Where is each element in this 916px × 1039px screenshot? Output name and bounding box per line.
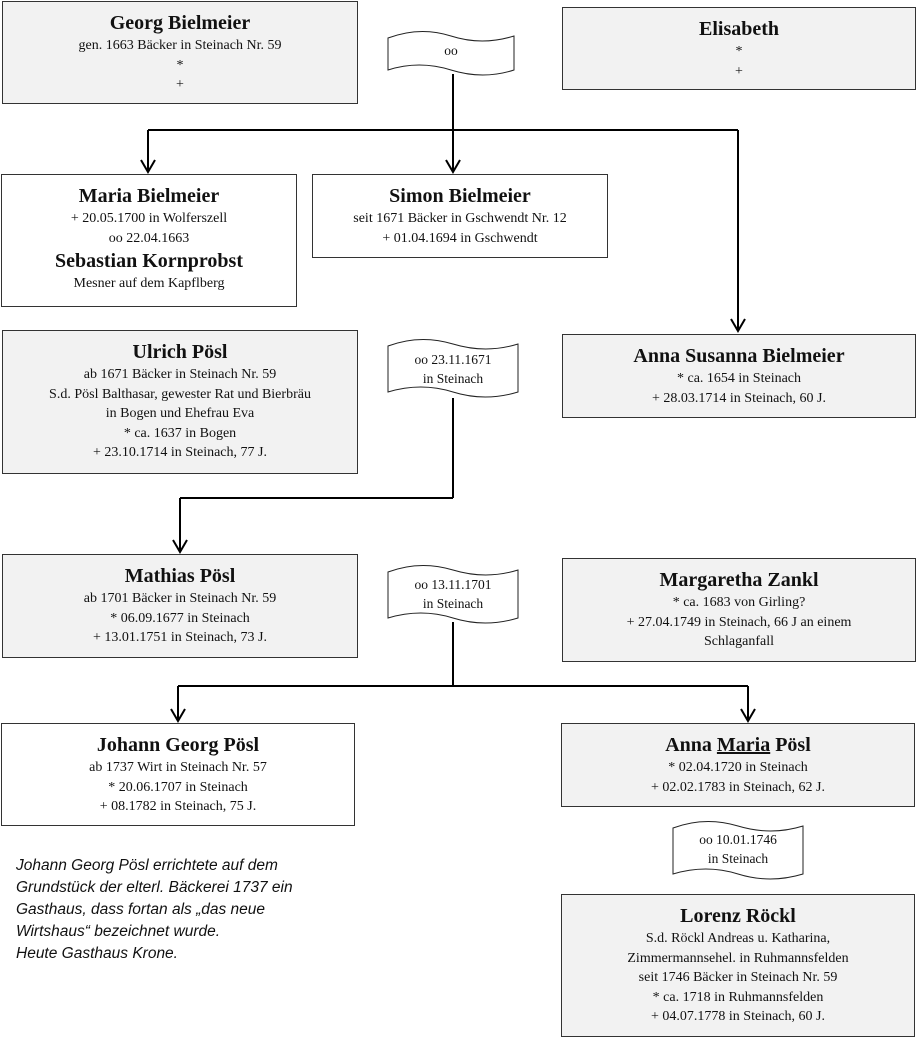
note-line: Gasthaus, dass fortan als „das neue (16, 901, 266, 918)
person-name: Margaretha Zankl (659, 569, 819, 591)
person-detail: ab 1701 Bäcker in Steinach Nr. 59 (83, 591, 277, 606)
person-name: Maria Bielmeier (78, 185, 220, 207)
person-simon-bielmeier (312, 174, 608, 258)
person-margaretha-zankl (562, 558, 916, 662)
person-name: Simon Bielmeier (389, 185, 531, 207)
note-line: Grundstück der elterl. Bäckerei 1737 ein (16, 879, 293, 896)
person-detail: seit 1746 Bäcker in Steinach Nr. 59 (638, 970, 838, 985)
marriage-2-place: in Steinach (422, 371, 484, 386)
person-birth: * ca. 1654 in Steinach (676, 371, 802, 386)
name-first: Anna (665, 734, 712, 756)
person-detail: in Bogen und Ehefrau Eva (105, 406, 255, 421)
person-detail: seit 1671 Bäcker in Gschwendt Nr. 12 (353, 211, 567, 226)
person-name: Anna Susanna Bielmeier (633, 345, 845, 367)
note-line: Johann Georg Pösl errichtete auf dem (16, 857, 278, 874)
marriage-label-1 (388, 41, 514, 60)
person-name: Georg Bielmeier (109, 12, 251, 34)
person-anna-maria-poesl (561, 723, 915, 807)
person-death: + 23.10.1714 in Steinach, 77 J. (93, 445, 267, 460)
person-maria-bielmeier (1, 174, 297, 307)
spouse-name: Sebastian Kornprobst (54, 250, 243, 272)
person-birth: * ca. 1637 in Bogen (123, 425, 237, 441)
note-line: Wirtshaus“ bezeichnet wurde. (16, 923, 221, 940)
person-birth: * (176, 57, 184, 73)
history-note (16, 855, 346, 965)
marriage-label-4 (673, 830, 803, 868)
person-detail: S.d. Röckl Andreas u. Katharina, (645, 931, 831, 946)
person-name: Johann Georg Pösl (96, 734, 260, 756)
person-name: Mathias Pösl (124, 565, 236, 587)
person-birth: * 20.06.1707 in Steinach (108, 779, 248, 795)
person-birth: * 02.04.1720 in Steinach (668, 760, 808, 775)
name-middle-underlined: Maria (716, 734, 771, 756)
person-death: + 01.04.1694 in Gschwendt (382, 230, 538, 246)
person-detail: gen. 1663 Bäcker in Steinach Nr. 59 (78, 38, 282, 53)
person-detail: ab 1737 Wirt in Steinach Nr. 57 (89, 760, 267, 775)
name-last: Pösl (775, 734, 811, 756)
person-death: + 28.03.1714 in Steinach, 60 J. (652, 390, 826, 406)
person-birth: * (735, 44, 743, 59)
person-detail: ab 1671 Bäcker in Steinach Nr. 59 (83, 367, 277, 382)
person-marriage: oo 22.04.1663 (108, 230, 190, 246)
person-name (562, 732, 914, 758)
person-name: Ulrich Pösl (132, 341, 228, 363)
person-anna-susanna-bielmeier (562, 334, 916, 418)
person-georg-bielmeier (2, 1, 358, 104)
person-name: Lorenz Röckl (680, 905, 796, 927)
person-detail: S.d. Pösl Balthasar, gewester Rat und Bierbräu (49, 386, 311, 402)
person-death: + 20.05.1700 in Wolferszell (70, 211, 228, 226)
marriage-label-3 (388, 575, 518, 613)
person-death: + 27.04.1749 in Steinach, 66 J an einem (626, 614, 852, 630)
person-lorenz-roeckl (561, 894, 915, 1037)
marriage-label-2 (388, 350, 518, 388)
marriage-3-date: oo 13.11.1701 (414, 577, 492, 592)
marriage-1-text: oo (444, 43, 458, 58)
marriage-4-date: oo 10.01.1746 (699, 832, 777, 847)
person-death: + 13.01.1751 in Steinach, 73 J. (93, 630, 267, 645)
person-death: + 08.1782 in Steinach, 75 J. (99, 799, 257, 814)
person-death: + (735, 63, 743, 79)
person-mathias-poesl (2, 554, 358, 658)
person-death: + 02.02.1783 in Steinach, 62 J. (651, 779, 825, 795)
person-birth: * ca. 1718 in Ruhmannsfelden (652, 989, 824, 1005)
person-detail: Zimmermannsehel. in Ruhmannsfelden (627, 950, 849, 966)
person-name: Elisabeth (698, 18, 780, 40)
marriage-3-place: in Steinach (422, 596, 484, 611)
person-johann-georg-poesl (1, 723, 355, 826)
marriage-4-place: in Steinach (707, 851, 769, 866)
person-death: + 04.07.1778 in Steinach, 60 J. (651, 1009, 825, 1024)
person-death-cause: Schlaganfall (704, 634, 774, 649)
note-line: Heute Gasthaus Krone. (16, 945, 178, 962)
person-death: + (176, 77, 184, 92)
person-ulrich-poesl (2, 330, 358, 474)
person-birth: * 06.09.1677 in Steinach (110, 610, 250, 626)
person-elisabeth (562, 7, 916, 90)
spouse-detail: Mesner auf dem Kapflberg (73, 276, 225, 291)
marriage-2-date: oo 23.11.1671 (414, 352, 492, 367)
person-birth: * ca. 1683 von Girling? (672, 595, 806, 610)
